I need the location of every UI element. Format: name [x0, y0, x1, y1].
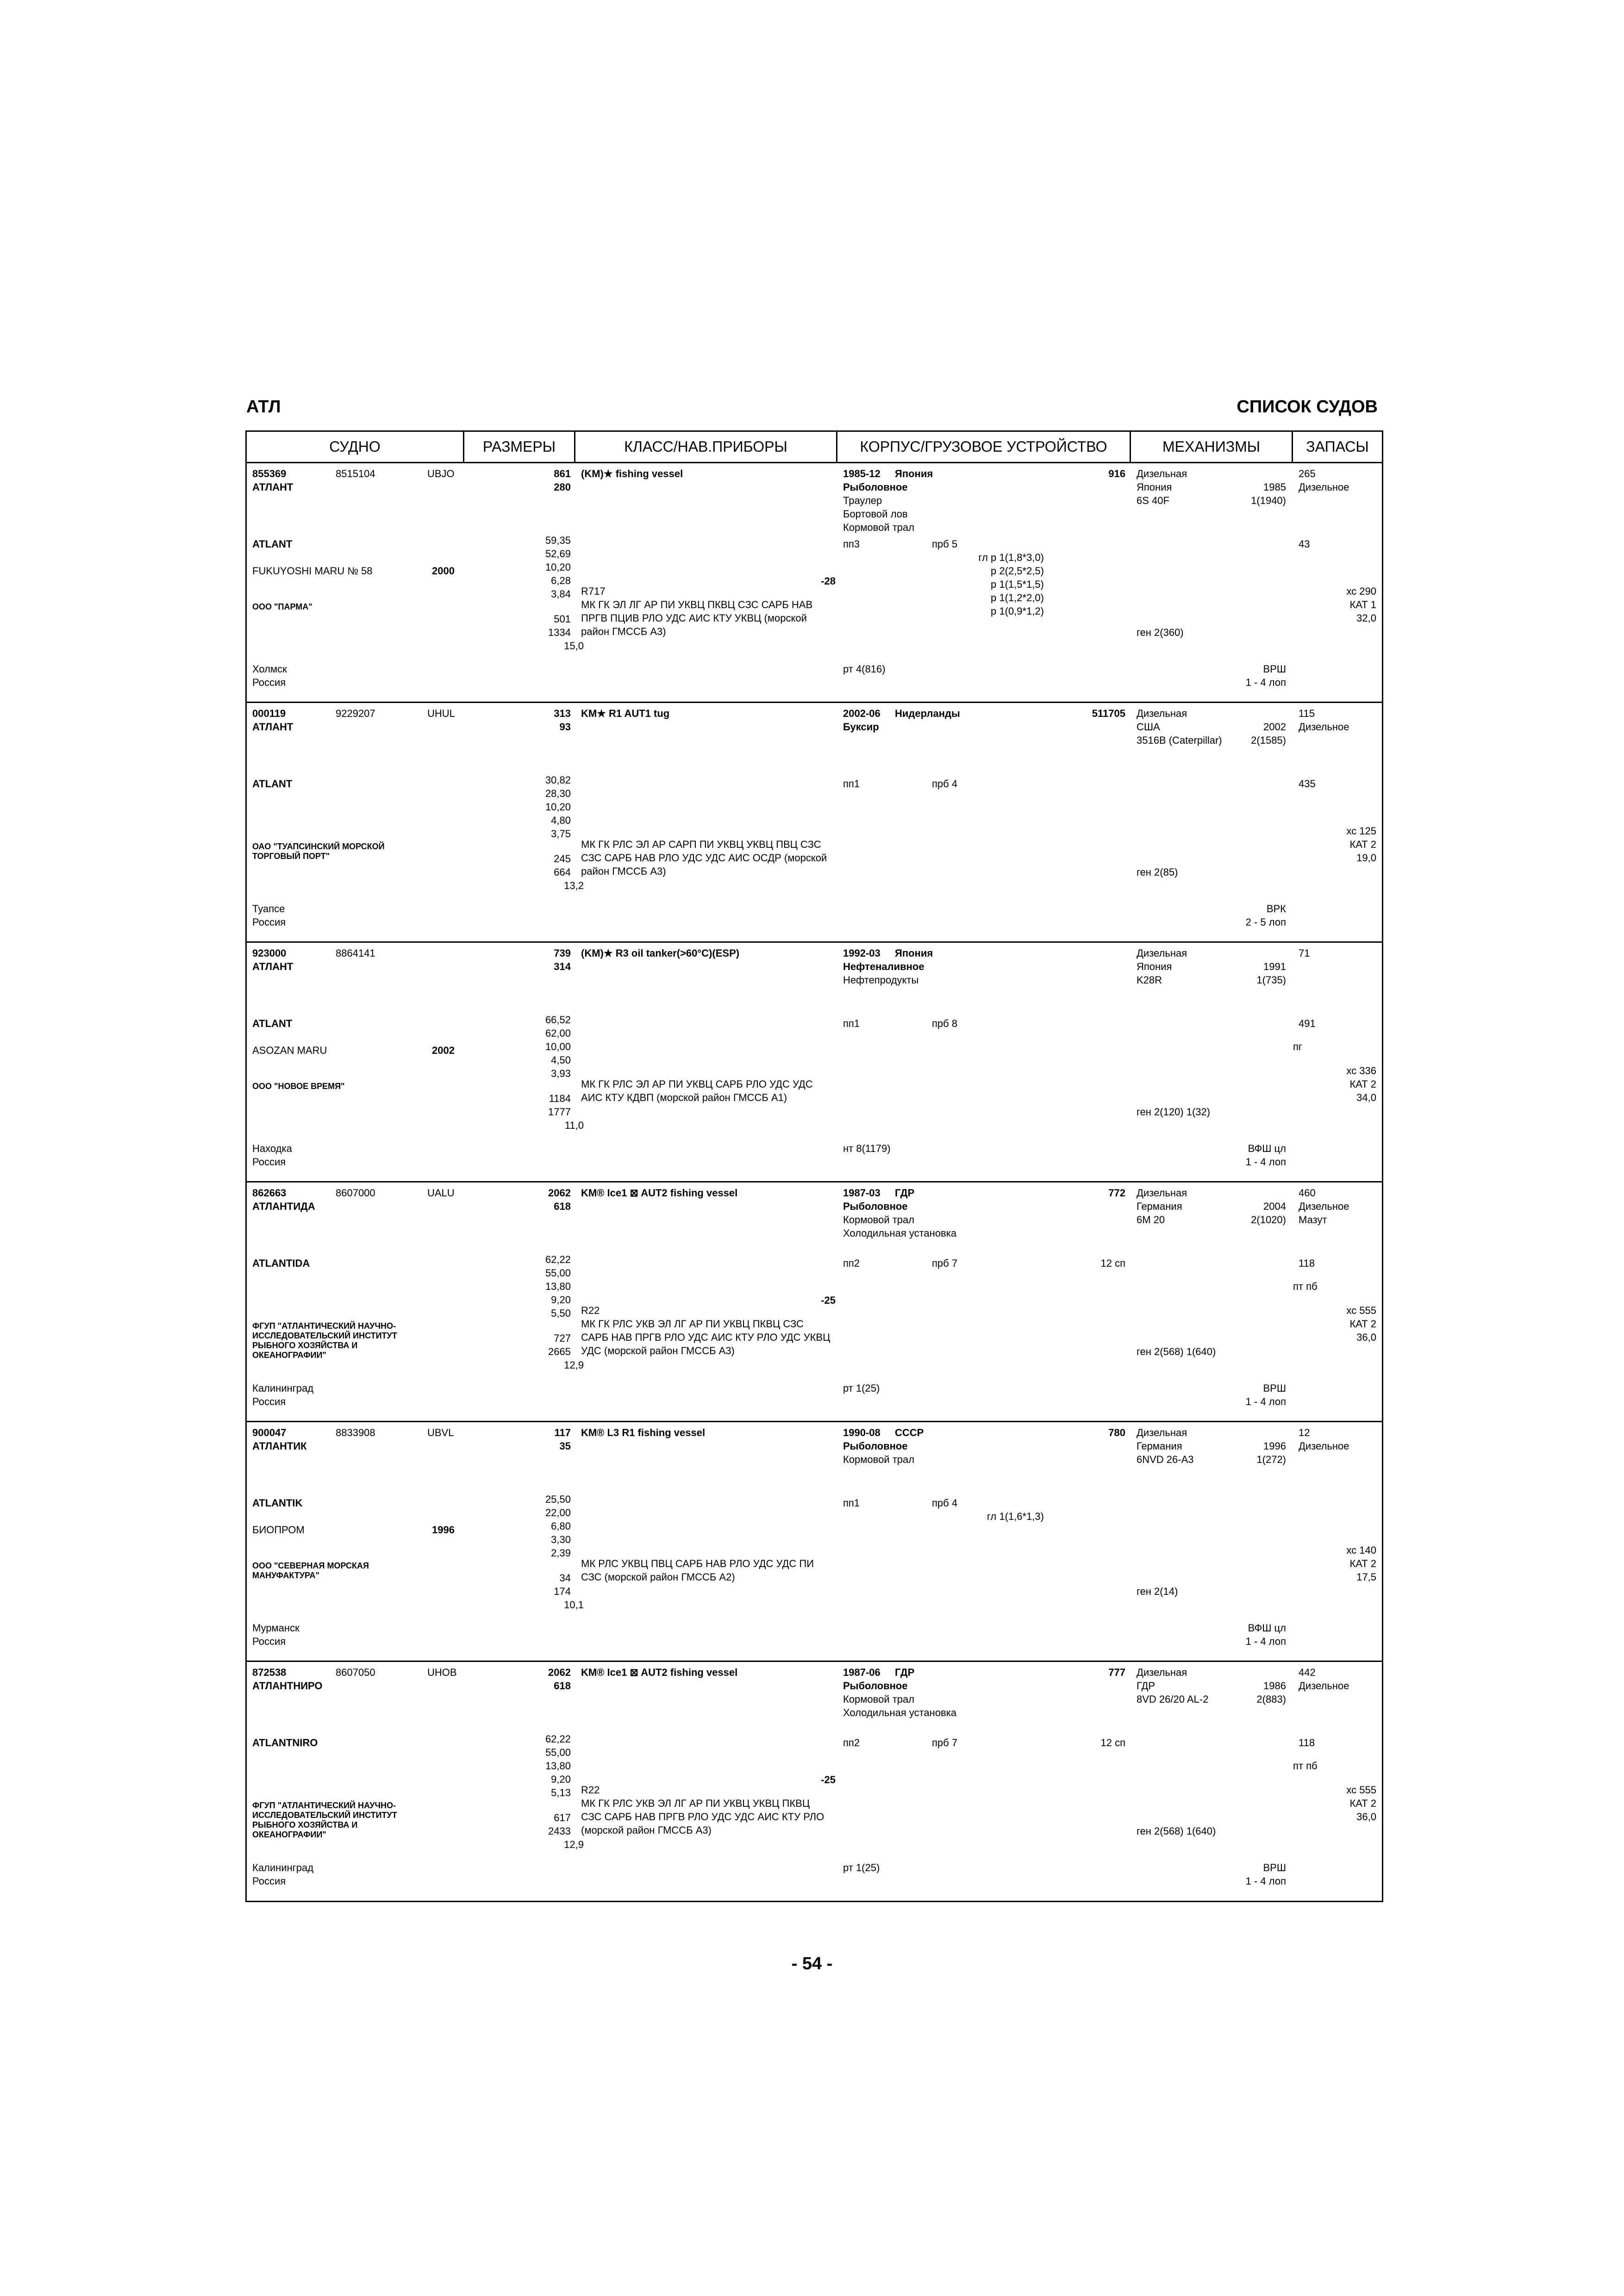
hatch-line: гл 1(1,6*1,3)	[987, 1511, 1044, 1522]
machinery-line: Германия	[1137, 1201, 1182, 1212]
generators: ген 2(568) 1(640)	[1137, 1825, 1216, 1837]
holds-extra: 12 сп	[1100, 1257, 1125, 1269]
engine-year: 1986	[1263, 1680, 1286, 1692]
engine-year: 2004	[1263, 1201, 1286, 1212]
fuel-line: Дизельное	[1299, 1201, 1349, 1212]
engine-power: 2(883)	[1256, 1693, 1286, 1705]
hatch-line: р 2(2,5*2,5)	[991, 565, 1044, 577]
generators: ген 2(85)	[1137, 866, 1178, 878]
owner: ОАО "ТУАПСИНСКИЙ МОРСКОЙ ТОРГОВЫЙ ПОРТ"	[252, 842, 385, 861]
generators: ген 2(14)	[1137, 1586, 1178, 1597]
holds-extra: 12 сп	[1100, 1737, 1125, 1748]
gross-tonnage: 2062	[548, 1187, 571, 1199]
crew-line: 17,5	[1356, 1571, 1376, 1583]
speed: 12,9	[564, 1359, 584, 1371]
dimension-value: 6,80	[551, 1520, 571, 1532]
home-port: Мурманск	[252, 1622, 300, 1634]
speed: 12,9	[564, 1839, 584, 1850]
engine-power: 2(1585)	[1251, 734, 1286, 746]
crew-line: хс 290	[1346, 585, 1376, 597]
hold-temperature: -25	[821, 1774, 836, 1786]
crew-line: КАТ 1	[1349, 599, 1376, 610]
former-name-year: 2000	[432, 565, 455, 577]
crew-line: КАТ 2	[1349, 1558, 1376, 1569]
dimension-value: 28,30	[545, 788, 571, 799]
nav-equipment: МК ГК РЛС ЭЛ АР САРП ПИ УКВЦ УКВЦ ПВЦ СЗС СЗС САРБ НАВ РЛО УДС УДС АИС ОСДР (морской район ГМССБ А3)	[581, 839, 827, 877]
vessel-type-line: Кормовой трал	[843, 1693, 915, 1705]
fuel-line: 71	[1299, 947, 1310, 959]
vessel-type-line: Нефтеналивное	[843, 961, 924, 972]
former-name-year: 1996	[432, 1524, 455, 1536]
net-tonnage: 314	[554, 961, 571, 972]
deadweight: 501	[554, 613, 571, 625]
fuel-line: Мазут	[1299, 1214, 1327, 1226]
vessel-type-line: Буксир	[843, 721, 879, 733]
home-port: Находка	[252, 1143, 292, 1154]
vessel-name: АТЛАНТНИРО	[252, 1680, 323, 1692]
crew-line: 36,0	[1356, 1811, 1376, 1823]
hatch-line: р 1(1,2*2,0)	[991, 592, 1044, 604]
dimension-value: 66,52	[545, 1014, 571, 1026]
vessel-name-latin: ATLANTNIRO	[252, 1737, 318, 1748]
machinery-line: ГДР	[1137, 1680, 1156, 1692]
vessel-record	[247, 1182, 1382, 1422]
dimension-value: 9,20	[551, 1294, 571, 1306]
machinery-line: Дизельная	[1137, 468, 1187, 479]
registry-number: 000119	[252, 708, 286, 719]
yard-number: 777	[1108, 1667, 1125, 1678]
propeller-blades: 1 - 4 лоп	[1245, 1396, 1286, 1407]
owner: ООО "ПАРМА"	[252, 602, 312, 611]
holds: прб 4	[932, 778, 958, 790]
vessel-type-line: Холодильная установка	[843, 1707, 957, 1718]
flag-country: Россия	[252, 1156, 286, 1168]
propeller: ВФШ цл	[1248, 1622, 1286, 1634]
flag-country: Россия	[252, 1396, 286, 1407]
deadweight: 727	[554, 1332, 571, 1344]
fuel-line: 115	[1299, 708, 1315, 719]
dimension-value: 5,13	[551, 1787, 571, 1798]
flag-country: Россия	[252, 1636, 286, 1647]
fuel-capacity-2: 118	[1299, 1257, 1315, 1269]
dimension-value: 22,00	[545, 1507, 571, 1518]
dimension-value: 6,28	[551, 575, 571, 586]
machinery-line: США	[1137, 721, 1160, 733]
vessel-name-latin: ATLANTIK	[252, 1497, 303, 1509]
build-country: ГДР	[895, 1187, 915, 1199]
dimension-value: 62,22	[545, 1733, 571, 1745]
engine-power: 2(1020)	[1251, 1214, 1286, 1226]
vessel-type-line: Кормовой трал	[843, 1214, 915, 1226]
crew-line: 32,0	[1356, 612, 1376, 624]
crew-line: хс 555	[1346, 1305, 1376, 1316]
vessel-record	[247, 703, 1382, 943]
dimension-value: 3,84	[551, 588, 571, 600]
crew-line: 36,0	[1356, 1332, 1376, 1343]
registry-number: 855369	[252, 468, 287, 479]
former-name: БИОПРОМ	[252, 1524, 305, 1536]
call-sign: UBJO	[427, 468, 455, 479]
dimension-value: 10,20	[545, 801, 571, 813]
dimension-value: 3,93	[551, 1068, 571, 1079]
deadweight: 34	[559, 1572, 571, 1584]
fuel-capacity-2: 118	[1299, 1737, 1315, 1748]
hold-temperature: -28	[821, 575, 836, 587]
flag-country: Россия	[252, 1875, 286, 1887]
column-header-class-nav: КЛАСС/НАВ.ПРИБОРЫ	[575, 432, 837, 463]
fuel-line: 442	[1299, 1667, 1316, 1678]
engine-power: 1(735)	[1256, 974, 1286, 986]
dimension-value: 3,75	[551, 828, 571, 840]
fuel-line: Дизельное	[1299, 1440, 1349, 1452]
machinery-line: Германия	[1137, 1440, 1182, 1452]
vessel-type-line: Рыболовное	[843, 1201, 908, 1212]
nav-equipment: МК ГК РЛС УКВ ЭЛ ЛГ АР ПИ УКВЦ ПКВЦ СЗС САРБ НАВ ПРГВ РЛО УДС АИС КТУ РЛО УДС УКВЦ УДС (морской район ГМССБ А3)	[581, 1318, 831, 1356]
refrigerant: R22	[581, 1305, 600, 1316]
column-header-stores: ЗАПАСЫ	[1293, 432, 1382, 463]
ship-register-table	[245, 430, 1383, 1902]
refrigerant: R22	[581, 1784, 600, 1796]
nav-equipment: МК РЛС УКВЦ ПВЦ САРБ НАВ РЛО УДС УДС ПИ СЗС (морской район ГМССБ А2)	[581, 1558, 814, 1583]
fuel-type-2: пт пб	[1293, 1760, 1318, 1772]
propeller: ВРШ	[1263, 1382, 1286, 1394]
former-name: ASOZAN MARU	[252, 1045, 327, 1056]
propeller: ВРК	[1266, 903, 1286, 915]
crew-line: КАТ 2	[1349, 1798, 1376, 1809]
displacement: 2665	[548, 1346, 571, 1357]
home-port: Туапсе	[252, 903, 285, 915]
imo-number: 8607000	[336, 1187, 375, 1199]
owner: ФГУП "АТЛАНТИЧЕСКИЙ НАУЧНО-ИССЛЕДОВАТЕЛЬСКИЙ ИНСТИТУТ РЫБНОГО ХОЗЯЙСТВА И ОКЕАНОГРАФИИ"	[252, 1801, 397, 1839]
machinery-line: Дизельная	[1137, 708, 1187, 719]
machinery-line: Дизельная	[1137, 1427, 1187, 1438]
nav-equipment: МК ГК РЛС ЭЛ АР ПИ УКВЦ САРБ РЛО УДС УДС АИС КТУ КДВП (морской район ГМССБ А1)	[581, 1078, 813, 1103]
vessel-record	[247, 1422, 1382, 1662]
fuel-capacity-2: 435	[1299, 778, 1316, 790]
machinery-line: 3516B (Caterpillar)	[1137, 734, 1222, 746]
propeller-blades: 1 - 4 лоп	[1245, 1636, 1286, 1647]
engine-power: 1(272)	[1256, 1454, 1286, 1465]
vessel-type-line: Холодильная установка	[843, 1227, 957, 1239]
machinery-line: Дизельная	[1137, 947, 1187, 959]
vessel-type-line: Рыболовное	[843, 1440, 908, 1452]
build-date: 1990-08	[843, 1427, 881, 1438]
generators: ген 2(360)	[1137, 627, 1184, 638]
net-tonnage: 280	[554, 481, 571, 493]
engine-year: 2002	[1263, 721, 1286, 733]
vessel-name-latin: ATLANT	[252, 538, 293, 550]
build-date: 2002-06	[843, 708, 881, 719]
propeller: ВРШ	[1263, 663, 1286, 675]
hatch-line: р 1(1,5*1,5)	[991, 579, 1044, 590]
dimension-value: 52,69	[545, 548, 571, 560]
vessel-type-line: Кормовой трал	[843, 1454, 915, 1465]
vessel-record	[247, 943, 1382, 1182]
holds: прб 5	[932, 538, 958, 550]
crew-line: КАТ 2	[1349, 839, 1376, 850]
gross-tonnage: 2062	[548, 1667, 571, 1678]
decks: пп1	[843, 1497, 860, 1509]
fuel-capacity-2: 43	[1299, 538, 1310, 550]
class-notation: (KM)★ R3 oil tanker(>60°C)(ESP)	[581, 947, 740, 959]
crew-line: хс 140	[1346, 1544, 1376, 1556]
crew-line: КАТ 2	[1349, 1078, 1376, 1090]
propeller: ВРШ	[1263, 1862, 1286, 1873]
dimension-value: 2,39	[551, 1547, 571, 1559]
owner: ООО "НОВОЕ ВРЕМЯ"	[252, 1082, 345, 1091]
dimension-value: 3,30	[551, 1534, 571, 1545]
dimension-value: 5,50	[551, 1307, 571, 1319]
dimension-value: 4,80	[551, 815, 571, 826]
propeller-blades: 1 - 4 лоп	[1245, 677, 1286, 688]
fuel-line: Дизельное	[1299, 721, 1349, 733]
machinery-line: 6NVD 26-A3	[1137, 1454, 1194, 1465]
dimension-value: 62,00	[545, 1027, 571, 1039]
vessel-type-line: Бортовой лов	[843, 508, 908, 520]
class-notation: KM® L3 R1 fishing vessel	[581, 1427, 706, 1438]
refrigerant: R717	[581, 585, 606, 597]
gross-tonnage: 117	[554, 1427, 571, 1438]
machinery-line: K28R	[1137, 974, 1162, 986]
build-date: 1992-03	[843, 947, 881, 959]
home-port: Калининград	[252, 1862, 314, 1873]
column-header-hull-cargo: КОРПУС/ГРУЗОВОЕ УСТРОЙСТВО	[837, 432, 1131, 463]
crew-line: КАТ 2	[1349, 1318, 1376, 1330]
crew-line: 19,0	[1356, 852, 1376, 864]
machinery-line: Дизельная	[1137, 1187, 1187, 1199]
vessel-name-latin: ATLANTIDA	[252, 1257, 310, 1269]
home-port: Холмск	[252, 663, 287, 675]
vessel-name: АТЛАНТИДА	[252, 1201, 315, 1212]
net-tonnage: 93	[559, 721, 571, 733]
generators: ген 2(568) 1(640)	[1137, 1346, 1216, 1357]
fuel-type-2: пт пб	[1293, 1281, 1318, 1292]
machinery-line: Япония	[1137, 481, 1172, 493]
dimension-value: 55,00	[545, 1747, 571, 1758]
imo-number: 8515104	[336, 468, 375, 479]
fuel-line: 265	[1299, 468, 1316, 479]
dimension-value: 10,00	[545, 1041, 571, 1052]
column-header-machinery: МЕХАНИЗМЫ	[1131, 432, 1293, 463]
call-sign: UHOB	[427, 1667, 457, 1678]
decks: пп1	[843, 778, 860, 790]
class-notation: KM® Ice1 ⊠ AUT2 fishing vessel	[581, 1667, 738, 1678]
imo-number: 8833908	[336, 1427, 375, 1438]
displacement: 2433	[548, 1825, 571, 1837]
displacement: 664	[554, 866, 571, 878]
propeller: ВФШ цл	[1248, 1143, 1286, 1154]
imo-number: 8864141	[336, 947, 375, 959]
engine-year: 1996	[1263, 1440, 1286, 1452]
flag-country: Россия	[252, 916, 286, 928]
net-tonnage: 618	[554, 1201, 571, 1212]
vessel-record	[247, 463, 1382, 703]
hatch-line: гл р 1(1,8*3,0)	[978, 552, 1044, 563]
displacement: 1777	[548, 1106, 571, 1118]
nav-equipment: МК ГК ЭЛ ЛГ АР ПИ УКВЦ ПКВЦ СЗС САРБ НАВ ПРГВ ПЦИВ РЛО УДС АИС КТУ УКВЦ (морской район ГМССБ А3)	[581, 599, 813, 637]
dimension-value: 9,20	[551, 1773, 571, 1785]
imo-number: 8607050	[336, 1667, 375, 1678]
dimension-value: 55,00	[545, 1267, 571, 1279]
former-name: FUKUYOSHI MARU № 58	[252, 565, 373, 577]
gross-tonnage: 313	[554, 708, 571, 719]
vessel-type-line: Рыболовное	[843, 1680, 908, 1692]
engine-year: 1985	[1263, 481, 1286, 493]
crew-line: хс 125	[1346, 825, 1376, 837]
dimension-value: 62,22	[545, 1254, 571, 1265]
machinery-line: 6S 40F	[1137, 495, 1169, 506]
page-header-left: АТЛ	[246, 397, 281, 417]
fuel-line: Дизельное	[1299, 1680, 1349, 1692]
decks: пп2	[843, 1257, 860, 1269]
build-date: 1987-03	[843, 1187, 881, 1199]
vessel-name-latin: ATLANT	[252, 1018, 293, 1029]
machinery-line: Япония	[1137, 961, 1172, 972]
build-country: СССР	[895, 1427, 924, 1438]
call-sign: UALU	[427, 1187, 455, 1199]
propeller-blades: 1 - 4 лоп	[1245, 1875, 1286, 1887]
build-country: Япония	[895, 947, 933, 959]
yard-number: 511705	[1092, 708, 1125, 719]
yard-number: 916	[1108, 468, 1125, 479]
cargo-gear: рт 4(816)	[843, 663, 886, 675]
registry-number: 872538	[252, 1667, 287, 1678]
class-notation: (KM)★ fishing vessel	[581, 468, 683, 479]
propeller-blades: 2 - 5 лоп	[1245, 916, 1286, 928]
fuel-line: Дизельное	[1299, 481, 1349, 493]
class-notation: KM® Ice1 ⊠ AUT2 fishing vessel	[581, 1187, 738, 1199]
dimension-value: 13,80	[545, 1281, 571, 1292]
build-date: 1987-06	[843, 1667, 881, 1678]
column-header-vessel: СУДНО	[247, 432, 464, 463]
engine-year: 1991	[1263, 961, 1286, 972]
registry-number: 900047	[252, 1427, 287, 1438]
fuel-capacity-2: 491	[1299, 1018, 1316, 1029]
net-tonnage: 35	[559, 1440, 571, 1452]
vessel-name-latin: ATLANT	[252, 778, 293, 790]
vessel-type-line: Кормовой трал	[843, 522, 915, 533]
dimension-value: 10,20	[545, 561, 571, 573]
decks: пп2	[843, 1737, 860, 1748]
deadweight: 245	[554, 853, 571, 865]
owner: ООО "СЕВЕРНАЯ МОРСКАЯ МАНУФАКТУРА"	[252, 1561, 369, 1580]
vessel-name: АТЛАНТ	[252, 481, 294, 493]
page-header-right: СПИСОК СУДОВ	[1237, 397, 1378, 417]
vessel-name: АТЛАНТ	[252, 721, 294, 733]
decks: пп1	[843, 1018, 860, 1029]
holds: прб 4	[932, 1497, 958, 1509]
crew-line: 34,0	[1356, 1092, 1376, 1103]
flag-country: Россия	[252, 677, 286, 688]
deadweight: 617	[554, 1812, 571, 1823]
dimension-value: 4,50	[551, 1054, 571, 1066]
crew-line: хс 336	[1346, 1065, 1376, 1076]
yard-number: 772	[1108, 1187, 1125, 1199]
holds: прб 7	[932, 1257, 958, 1269]
vessel-type-line: Траулер	[843, 495, 882, 506]
vessel-name: АТЛАНТ	[252, 961, 294, 972]
build-date: 1985-12	[843, 468, 881, 479]
machinery-line: 6M 20	[1137, 1214, 1165, 1226]
machinery-line: Дизельная	[1137, 1667, 1187, 1678]
dimension-value: 59,35	[545, 535, 571, 546]
propeller-blades: 1 - 4 лоп	[1245, 1156, 1286, 1168]
home-port: Калининград	[252, 1382, 314, 1394]
cargo-gear: нт 8(1179)	[843, 1143, 891, 1154]
speed: 15,0	[564, 640, 584, 652]
machinery-line: 8VD 26/20 AL-2	[1137, 1693, 1209, 1705]
dimension-value: 25,50	[545, 1493, 571, 1505]
dimension-value: 13,80	[545, 1760, 571, 1772]
vessel-name: АТЛАНТИК	[252, 1440, 307, 1452]
cargo-gear: рт 1(25)	[843, 1862, 880, 1873]
engine-power: 1(1940)	[1251, 495, 1286, 506]
fuel-line: 12	[1299, 1427, 1310, 1438]
yard-number: 780	[1108, 1427, 1125, 1438]
net-tonnage: 618	[554, 1680, 571, 1692]
call-sign: UBVL	[427, 1427, 454, 1438]
decks: пп3	[843, 538, 860, 550]
build-country: Нидерланды	[895, 708, 960, 719]
vessel-record	[247, 1662, 1382, 1902]
hold-temperature: -25	[821, 1294, 836, 1306]
displacement: 174	[554, 1586, 571, 1597]
call-sign: UHUL	[427, 708, 455, 719]
cargo-gear: рт 1(25)	[843, 1382, 880, 1394]
imo-number: 9229207	[336, 708, 375, 719]
gross-tonnage: 739	[554, 947, 571, 959]
deadweight: 1184	[549, 1093, 571, 1104]
page-number: - 54 -	[791, 1954, 833, 1973]
speed: 11,0	[564, 1120, 584, 1131]
holds: прб 8	[932, 1018, 958, 1029]
registry-number: 862663	[252, 1187, 287, 1199]
former-name-year: 2002	[432, 1045, 455, 1056]
displacement: 1334	[548, 627, 571, 638]
registry-number: 923000	[252, 947, 287, 959]
class-notation: KM★ R1 AUT1 tug	[581, 708, 670, 719]
owner: ФГУП "АТЛАНТИЧЕСКИЙ НАУЧНО-ИССЛЕДОВАТЕЛЬСКИЙ ИНСТИТУТ РЫБНОГО ХОЗЯЙСТВА И ОКЕАНОГРАФИИ"	[252, 1321, 397, 1360]
generators: ген 2(120) 1(32)	[1137, 1106, 1211, 1118]
holds: прб 7	[932, 1737, 958, 1748]
build-country: Япония	[895, 468, 933, 479]
build-country: ГДР	[895, 1667, 915, 1678]
fuel-type-2: пг	[1293, 1041, 1302, 1052]
dimension-value: 30,82	[545, 774, 571, 786]
crew-line: хс 555	[1346, 1784, 1376, 1796]
vessel-type-line: Рыболовное	[843, 481, 908, 493]
hatch-line: р 1(0,9*1,2)	[991, 605, 1044, 617]
speed: 10,1	[564, 1599, 584, 1611]
nav-equipment: МК ГК РЛС УКВ ЭЛ ЛГ АР ПИ УКВЦ УКВЦ ПКВЦ СЗС САРБ НАВ ПРГВ РЛО УДС УДС АИС КТУ РЛО (морской район ГМССБ А3)	[581, 1798, 824, 1836]
gross-tonnage: 861	[554, 468, 571, 479]
vessel-type-line: Нефтепродукты	[843, 974, 919, 986]
fuel-line: 460	[1299, 1187, 1316, 1199]
column-header-dimensions: РАЗМЕРЫ	[464, 432, 575, 463]
speed: 13,2	[564, 880, 584, 891]
